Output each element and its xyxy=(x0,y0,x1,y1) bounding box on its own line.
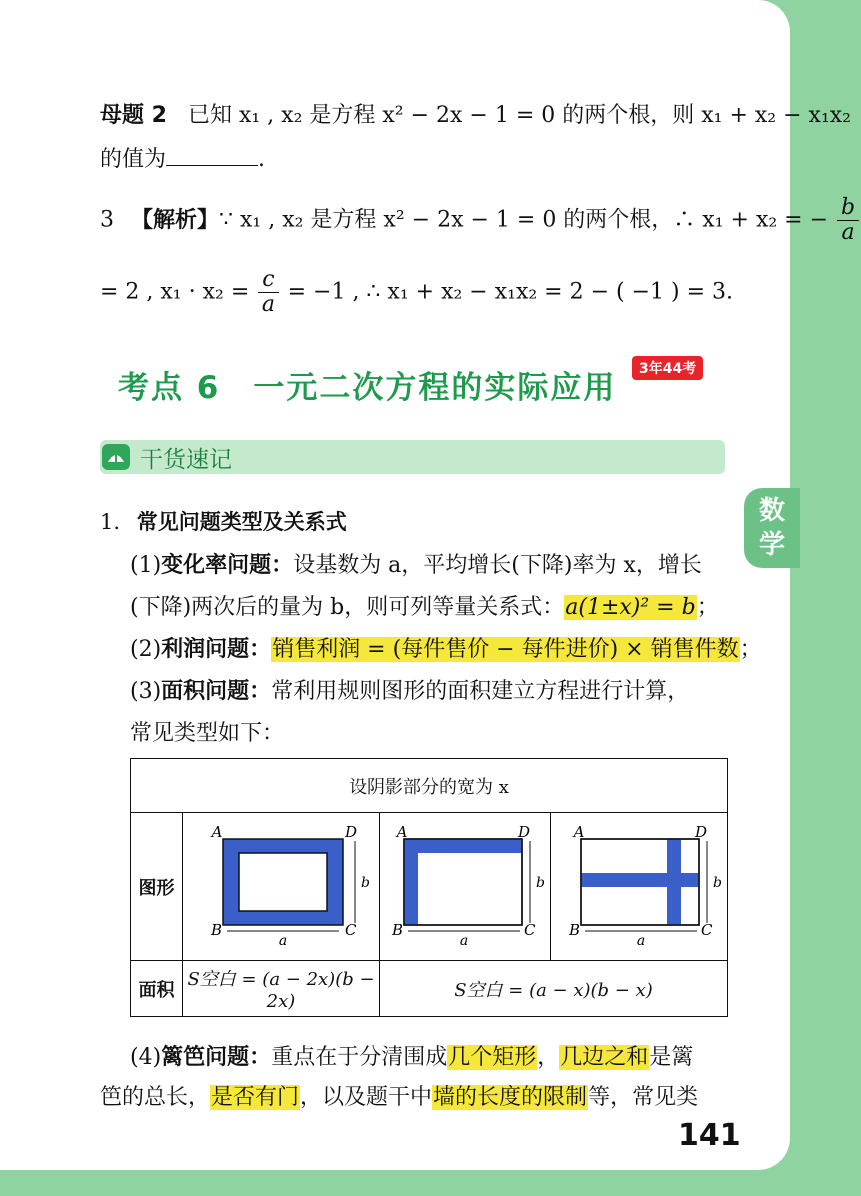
para-1-line-1: (1)变化率问题：设基数为 a，平均增长(下降)率为 x，增长 xyxy=(130,553,702,578)
svg-text:a: a xyxy=(636,933,646,949)
problem-line2-text: 的值为 xyxy=(100,147,167,172)
solution-text-2a: = 2 , x₁ · x₂ = xyxy=(100,279,250,305)
para-3-line-2: 常见类型如下： xyxy=(130,721,285,746)
item-1-number: 1. xyxy=(100,510,121,534)
svg-text:B: B xyxy=(569,921,581,939)
para-4-line-2: 笆的总长，是否有门，以及题干中墙的长度的限制等，常见类 xyxy=(100,1085,699,1110)
svg-text:C: C xyxy=(701,921,713,939)
solution-tag: 【解析】 xyxy=(131,207,220,233)
svg-text:A: A xyxy=(573,823,585,841)
profit-formula: 销售利润 = (每件售价 − 每件进价) × 销售件数 xyxy=(272,637,739,662)
svg-text:A: A xyxy=(211,823,223,841)
svg-text:b: b xyxy=(361,875,370,891)
svg-text:A: A xyxy=(396,823,408,841)
area-formula-2: S空白 = (a − x)(b − x) xyxy=(380,961,728,1017)
figure-frame-border xyxy=(183,813,380,961)
section-title: 考点 6 一元二次方程的实际应用 xyxy=(118,370,617,406)
solution-answer: 3 xyxy=(100,207,114,233)
svg-text:b: b xyxy=(713,875,722,891)
svg-text:D: D xyxy=(695,823,708,841)
solution-line-1 xyxy=(100,196,861,245)
answer-blank xyxy=(166,145,258,166)
para-1-bold: 变化率问题： xyxy=(161,553,294,578)
para-2: (2)利润问题：销售利润 = (每件售价 − 每件进价) × 销售件数； xyxy=(130,637,762,662)
row-label-area: 面积 xyxy=(131,961,183,1017)
problem-text: 已知 x₁ , x₂ 是方程 x² − 2x − 1 = 0 的两个根，则 x₁ + x₂ − x₁x₂ xyxy=(187,103,851,128)
svg-text:C: C xyxy=(345,921,357,939)
fraction-b-over-a: $\frac{b}{a}$ xyxy=(837,196,859,245)
para-1-line-2: (下降)两次后的量为 b，则可列等量关系式：a(1±x)² = b； xyxy=(130,595,719,620)
fraction-c-over-a: $\frac{c}{a}$ xyxy=(258,268,278,317)
para-4-line-1: (4)篱笆问题：重点在于分清围成几个矩形，几边之和是篱 xyxy=(130,1045,694,1070)
problem-line-1 xyxy=(100,98,851,129)
svg-text:a: a xyxy=(459,933,469,949)
item-1 xyxy=(100,506,347,536)
svg-text:D: D xyxy=(518,823,531,841)
svg-text:B: B xyxy=(392,921,404,939)
problem-line-2 xyxy=(100,142,265,173)
problem-label: 母题 2 xyxy=(100,103,167,128)
problem-line2-end: . xyxy=(258,147,266,172)
para-2-bold: 利润问题： xyxy=(161,637,272,662)
growth-formula: a(1±x)² = b xyxy=(565,595,696,620)
exam-frequency-badge: 3年44考 xyxy=(632,356,703,380)
row-label-figure: 图形 xyxy=(131,813,183,961)
table-header: 设阴影部分的宽为 x xyxy=(131,759,728,813)
para-3-bold: 面积问题： xyxy=(161,679,272,704)
svg-text:B: B xyxy=(211,921,223,939)
solution-line-2 xyxy=(100,268,733,317)
area-formula-1: S空白 = (a − 2x)(b − 2x) xyxy=(183,961,380,1017)
para-4-bold: 篱笆问题： xyxy=(161,1045,272,1070)
svg-text:D: D xyxy=(345,823,358,841)
para-3-line-1: (3)面积问题：常利用规则图形的面积建立方程进行计算， xyxy=(130,679,690,704)
figure-l-shape xyxy=(380,813,551,961)
svg-text:a: a xyxy=(278,933,288,949)
page-number: 141 xyxy=(678,1118,741,1153)
item-1-title: 常见问题类型及关系式 xyxy=(136,510,347,534)
svg-text:b: b xyxy=(536,875,545,891)
solution-text-2b: = −1 , ∴ x₁ + x₂ − x₁x₂ = 2 − ( −1 ) = 3. xyxy=(287,279,733,305)
subject-tab-math[interactable]: 数 学 xyxy=(744,488,800,568)
figure-cross-shape xyxy=(551,813,728,961)
quick-notes-label: 干货速记 xyxy=(140,447,232,473)
area-types-table xyxy=(130,758,728,1017)
svg-text:C: C xyxy=(524,921,536,939)
notes-icon xyxy=(102,444,130,470)
solution-text-1: ∵ x₁ , x₂ 是方程 x² − 2x − 1 = 0 的两个根，∴ x₁ + x₂ = − xyxy=(219,207,829,233)
